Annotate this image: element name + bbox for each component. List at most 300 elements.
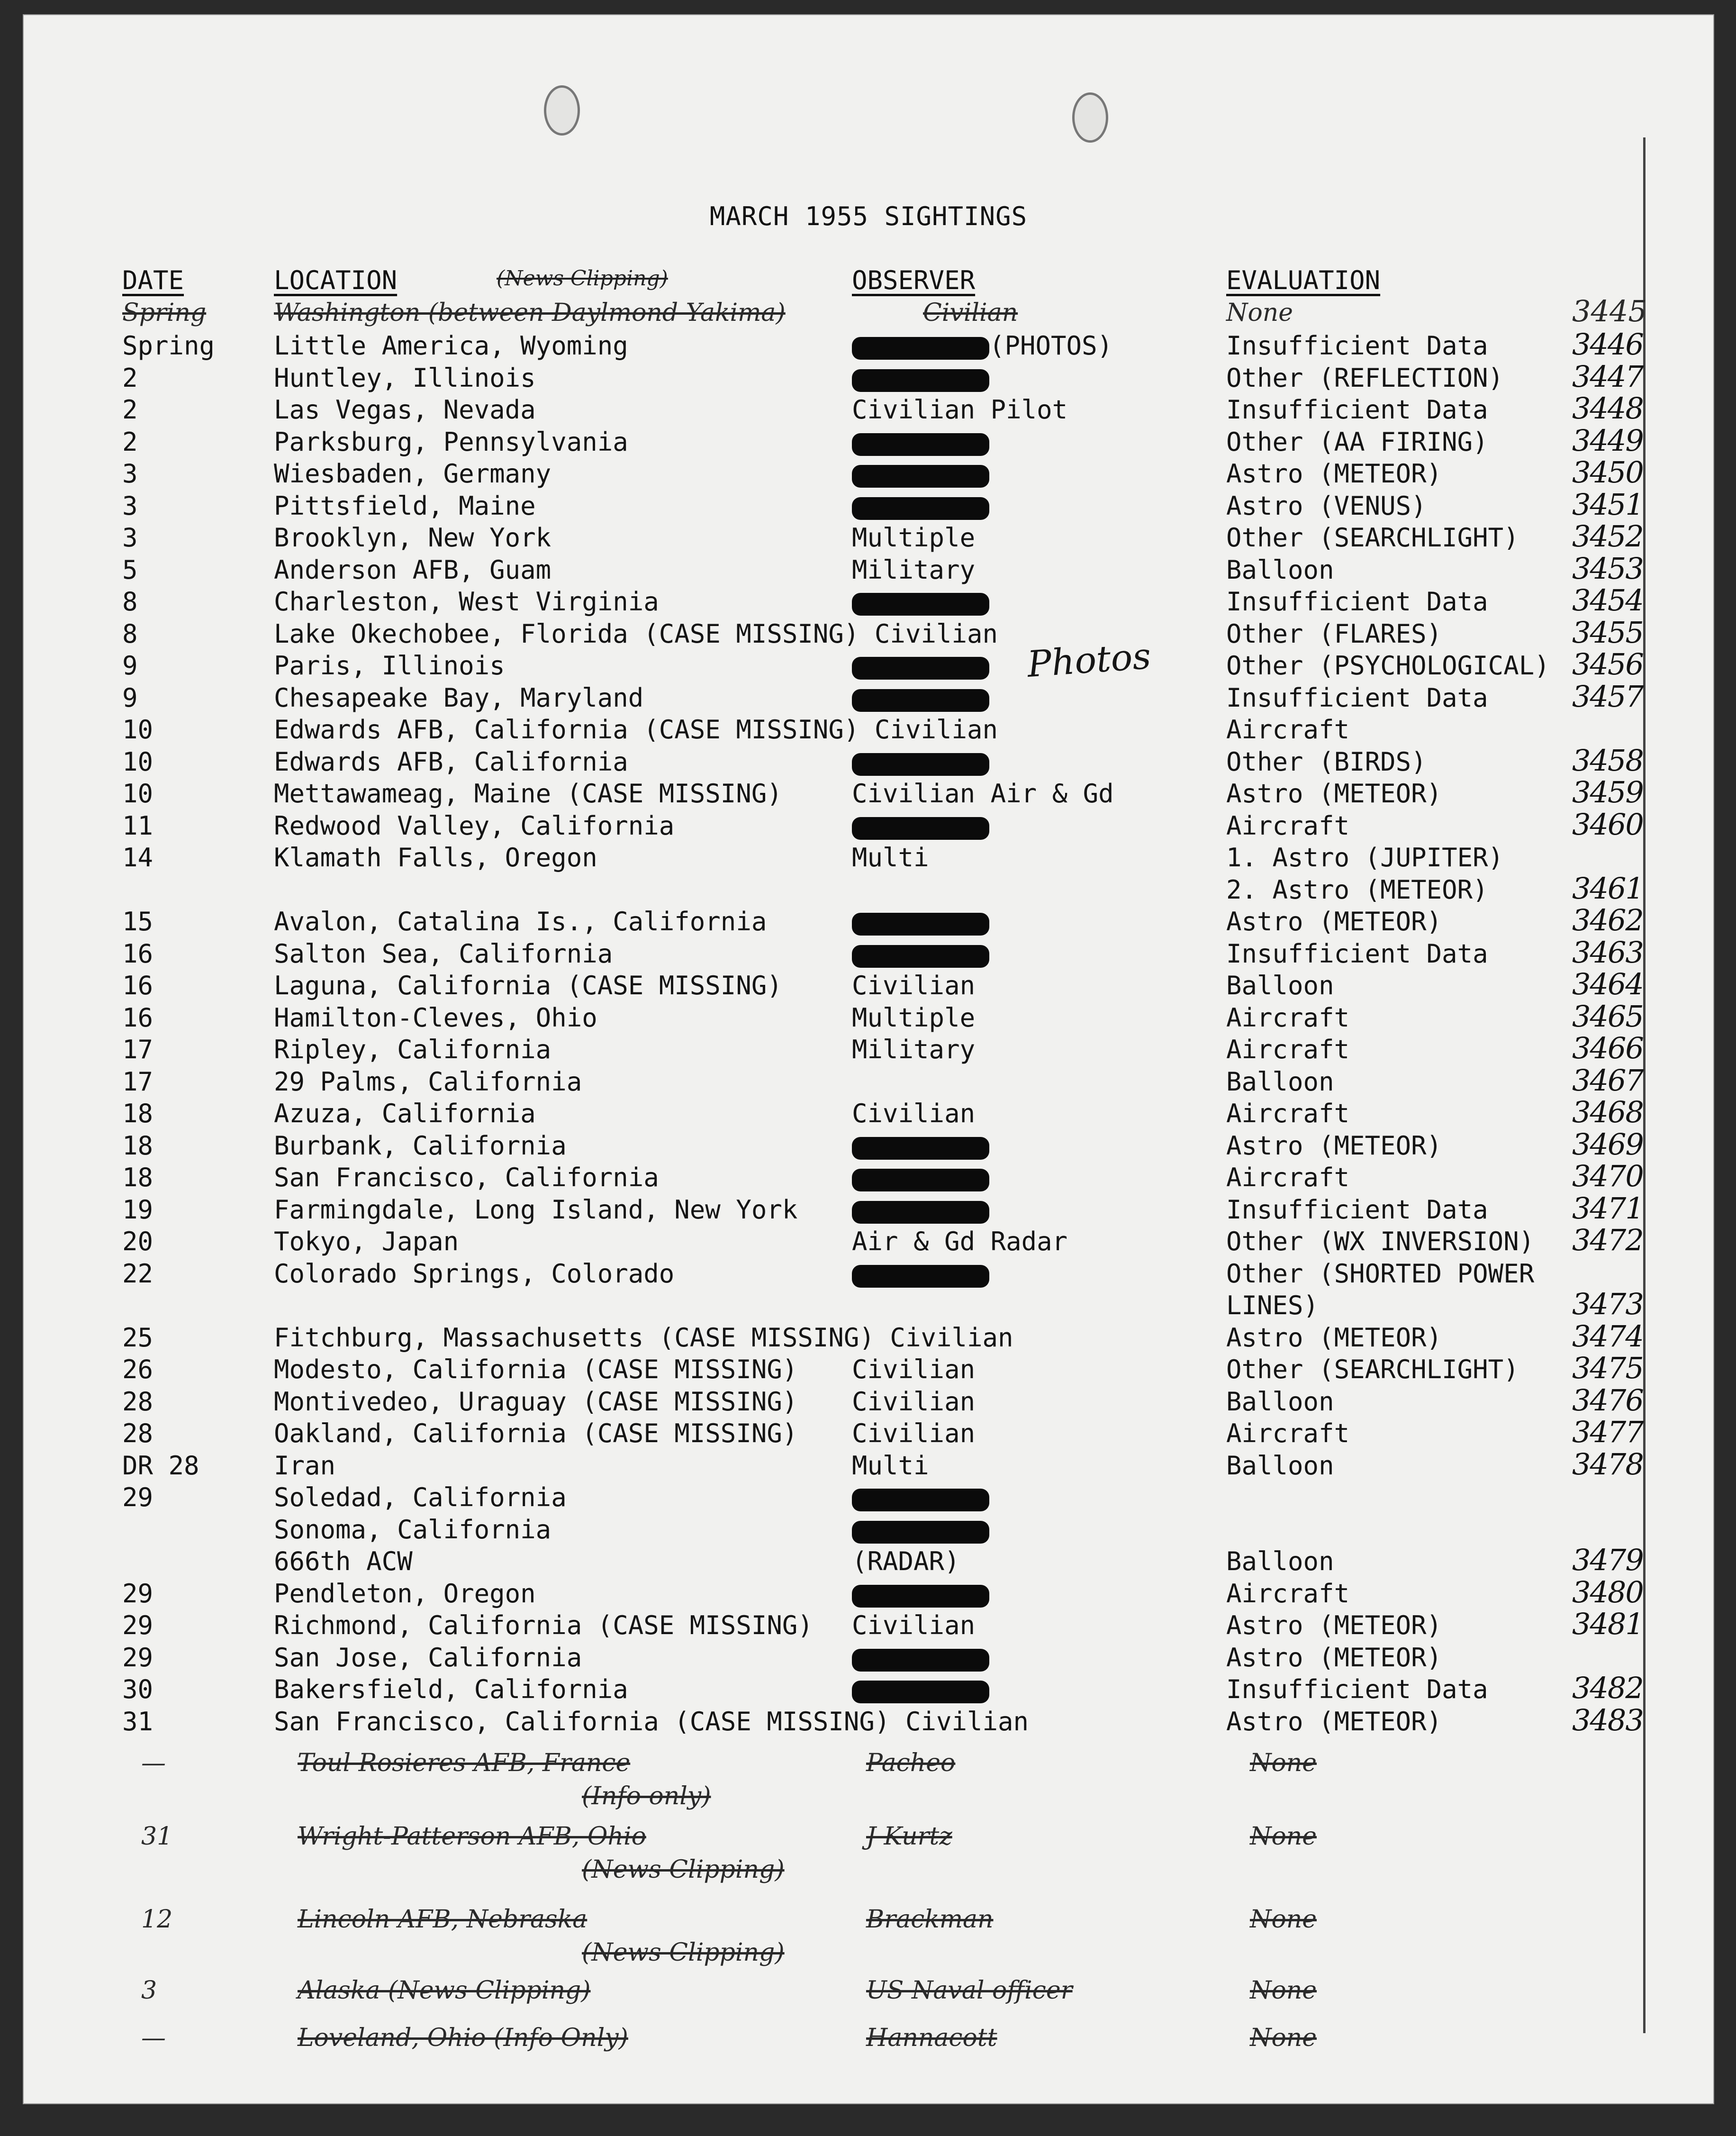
row-evaluation: Other (REFLECTION) (1226, 363, 1504, 393)
struck-evaluation: None (1250, 1905, 1317, 1934)
table-row (23, 391, 1714, 426)
row-evaluation: Balloon (1226, 971, 1334, 1000)
row-date: 28 (122, 1418, 154, 1448)
row-location: Anderson AFB, Guam (274, 554, 552, 585)
row-date: 5 (122, 554, 138, 585)
row-date: 20 (122, 1227, 154, 1256)
row-observer (852, 843, 929, 873)
table-row (23, 647, 1714, 682)
row-date: 10 (122, 746, 154, 777)
row-location: Salton Sea, California (274, 938, 613, 969)
row-evaluation: Aircraft (1226, 810, 1350, 841)
redaction-bar (852, 1681, 989, 1703)
case-number: 3458 (1572, 743, 1643, 778)
redaction-bar (852, 1169, 989, 1191)
row-observer (852, 395, 1067, 425)
case-number: 3464 (1572, 967, 1643, 1001)
redaction-bar (852, 913, 989, 936)
case-number: 3480 (1572, 1574, 1643, 1609)
header-observer: OBSERVER (852, 265, 976, 295)
row-observer-text: Civilian (852, 1386, 976, 1417)
case-number: 3447 (1572, 359, 1643, 394)
header-evaluation: EVALUATION (1226, 265, 1381, 295)
row-location: Farmingdale, Long Island, New York (274, 1194, 798, 1225)
row-date: 2 (122, 395, 138, 425)
table-row (23, 871, 1714, 906)
case-number: 3454 (1572, 583, 1643, 618)
row-location: San Francisco, California (CASE MISSING) Civilian (274, 1706, 1029, 1736)
row-observer (852, 427, 989, 457)
row-location: Pittsfield, Maine (274, 491, 536, 521)
row-location: Montivedeo, Uraguay (CASE MISSING) (274, 1386, 798, 1417)
row-observer (852, 779, 1114, 809)
case-number: 3457 (1572, 679, 1643, 714)
table-row (23, 1607, 1714, 1642)
row-date: 29 (122, 1578, 154, 1609)
row-date: 22 (122, 1258, 154, 1289)
document-page (23, 14, 1714, 2104)
handwritten-photos-note: Photos (1026, 635, 1152, 685)
row-evaluation: Astro (METEOR) (1226, 1610, 1442, 1640)
row-observer-text: Multiple (852, 523, 976, 553)
row-date: DR 28 (122, 1450, 199, 1481)
row-evaluation: LINES) (1226, 1291, 1319, 1320)
row-location: Edwards AFB, California (CASE MISSING) Civilian (274, 715, 998, 745)
case-number: 3473 (1572, 1287, 1643, 1321)
row-location: Avalon, Catalina Is., California (274, 907, 767, 936)
row-observer-text: Civilian (852, 1418, 976, 1448)
case-number: 3460 (1572, 807, 1643, 842)
row-date: 14 (122, 843, 154, 873)
case-number: 3478 (1572, 1446, 1643, 1482)
row-location: Little America, Wyoming (274, 331, 628, 361)
table-row (23, 1063, 1714, 1098)
row-observer-text: Civilian (852, 1610, 976, 1640)
row-date: 17 (122, 1066, 154, 1097)
struck-location: Washington (between Daylmond Yakima) (274, 299, 786, 327)
punch-hole (1072, 92, 1108, 143)
redaction-bar (852, 497, 989, 520)
redaction-bar (852, 1201, 989, 1224)
row-location: Las Vegas, Nevada (274, 395, 536, 425)
row-observer (852, 939, 989, 969)
table-row (23, 1702, 1714, 1738)
row-observer (852, 1451, 929, 1481)
row-evaluation: Other (WX INVERSION) (1226, 1227, 1535, 1256)
row-location: Modesto, California (CASE MISSING) (274, 1354, 798, 1384)
row-observer-text: Multiple (852, 1002, 976, 1033)
struck-date: — (141, 1749, 166, 1777)
row-location: Hamilton-Cleves, Ohio (274, 1002, 597, 1033)
table-row (23, 1095, 1714, 1130)
row-observer-text: (PHOTOS) (989, 331, 1113, 361)
redaction-bar (852, 369, 989, 392)
row-evaluation: Balloon (1226, 554, 1334, 585)
row-date: 3 (122, 491, 138, 521)
table-row (23, 1159, 1714, 1194)
table-row (23, 1382, 1714, 1418)
row-location: San Jose, California (274, 1642, 582, 1672)
row-evaluation: Astro (METEOR) (1226, 1706, 1442, 1736)
row-observer (852, 747, 989, 777)
row-evaluation: Balloon (1226, 1546, 1334, 1576)
row-observer (852, 459, 989, 489)
row-observer (852, 1674, 989, 1704)
row-evaluation: Other (PSYCHOLOGICAL) (1226, 651, 1550, 681)
row-location: San Francisco, California (274, 1163, 659, 1192)
case-number: 3453 (1572, 551, 1643, 586)
row-location: Paris, Illinois (274, 651, 505, 681)
table-row (23, 1127, 1714, 1162)
row-location: 666th ACW (274, 1546, 413, 1576)
row-location: Mettawameag, Maine (CASE MISSING) (274, 779, 782, 809)
row-observer-text: Civilian (852, 1099, 976, 1128)
table-row (23, 1671, 1714, 1706)
table-row (23, 455, 1714, 490)
row-evaluation: Insufficient Data (1226, 1674, 1488, 1704)
row-location: Soledad, California (274, 1482, 567, 1512)
case-number: 3476 (1572, 1382, 1643, 1418)
table-row (23, 1643, 1714, 1674)
table-row (23, 807, 1714, 842)
row-evaluation: Astro (METEOR) (1226, 1130, 1442, 1161)
row-date: 8 (122, 587, 138, 617)
row-date: 9 (122, 651, 138, 681)
struck-location: Alaska (News Clipping) (298, 1976, 591, 2005)
table-row (23, 359, 1714, 394)
row-location: Lake Okechobee, Florida (CASE MISSING) Civilian (274, 618, 998, 649)
struck-location-note: (News Clipping) (582, 1855, 785, 1884)
case-number: 3482 (1572, 1671, 1643, 1705)
redaction-bar (852, 1137, 989, 1160)
row-date: 26 (122, 1354, 154, 1384)
table-row (23, 1415, 1714, 1450)
row-location: Oakland, California (CASE MISSING) (274, 1418, 798, 1448)
row-location: 29 Palms, California (274, 1066, 582, 1097)
redaction-bar (852, 657, 989, 680)
row-observer (852, 587, 989, 617)
row-observer (852, 523, 975, 553)
table-row (23, 1351, 1714, 1386)
table-row (23, 423, 1714, 458)
case-number: 3469 (1572, 1127, 1643, 1162)
row-date: 31 (122, 1706, 154, 1736)
table-row (23, 583, 1714, 618)
row-evaluation: Aircraft (1226, 715, 1350, 745)
table-row (23, 679, 1714, 714)
row-observer (852, 491, 989, 521)
row-observer (852, 1579, 989, 1609)
case-number: 3479 (1572, 1543, 1643, 1577)
table-row (23, 935, 1714, 970)
row-evaluation: Balloon (1226, 1450, 1334, 1481)
row-date: 2 (122, 363, 138, 393)
case-number: 3451 (1572, 487, 1643, 522)
row-evaluation: Balloon (1226, 1066, 1334, 1097)
struck-date: — (141, 2024, 166, 2052)
row-location: Redwood Valley, California (274, 810, 675, 841)
row-evaluation: Insufficient Data (1226, 395, 1488, 425)
row-observer (852, 907, 989, 936)
row-evaluation: Astro (VENUS) (1226, 491, 1427, 521)
case-number: 3448 (1572, 391, 1643, 426)
row-observer-text: Military (852, 1035, 976, 1064)
row-observer (852, 1003, 975, 1033)
struck-location: Toul Rosieres AFB, France (298, 1749, 631, 1777)
case-number: 3461 (1572, 871, 1643, 906)
row-evaluation: Astro (METEOR) (1226, 1322, 1442, 1353)
row-observer (852, 971, 975, 1000)
case-number: 3474 (1572, 1318, 1643, 1354)
row-location: Brooklyn, New York (274, 523, 552, 553)
table-row (23, 1318, 1714, 1354)
row-evaluation: Aircraft (1226, 1163, 1350, 1192)
row-evaluation: Other (BIRDS) (1226, 746, 1427, 777)
row-location: Klamath Falls, Oregon (274, 843, 597, 873)
row-location: Richmond, California (CASE MISSING) (274, 1610, 813, 1640)
struck-date: 12 (141, 1905, 173, 1934)
row-observer (852, 1259, 989, 1289)
case-number: 3483 (1572, 1702, 1643, 1737)
case-number: 3467 (1572, 1063, 1643, 1098)
redaction-bar (852, 689, 989, 712)
row-location: Laguna, California (CASE MISSING) (274, 971, 782, 1000)
row-observer-text: Civilian Air & Gd (852, 779, 1114, 809)
row-location: Charleston, West Virginia (274, 587, 659, 617)
struck-location: Loveland, Ohio (Info Only) (298, 2024, 628, 2052)
header-date: DATE (122, 265, 184, 295)
row-date: 9 (122, 682, 138, 713)
table-row (23, 1515, 1714, 1546)
struck-location-note: (Info only) (582, 1782, 711, 1810)
redaction-bar (852, 465, 989, 488)
case-number: 3450 (1572, 455, 1643, 490)
row-evaluation: Insufficient Data (1226, 587, 1488, 617)
row-observer-text: (RADAR) (852, 1546, 960, 1576)
row-observer (852, 1195, 989, 1225)
row-evaluation: Astro (METEOR) (1226, 779, 1442, 809)
table-row (23, 1574, 1714, 1610)
table-row (23, 1259, 1714, 1290)
row-date: 18 (122, 1163, 154, 1192)
case-number: 3452 (1572, 519, 1643, 554)
row-location: Huntley, Illinois (274, 363, 536, 393)
row-observer-text: Air & Gd Radar (852, 1227, 1068, 1256)
struck-evaluation: None (1250, 1822, 1317, 1851)
row-observer (852, 1131, 989, 1161)
row-evaluation: Astro (METEOR) (1226, 459, 1442, 489)
case-number: 3449 (1572, 423, 1643, 458)
row-evaluation: Insufficient Data (1226, 682, 1488, 713)
table-row (23, 1031, 1714, 1066)
table-row (23, 551, 1714, 586)
row-evaluation: Other (FLARES) (1226, 618, 1442, 649)
row-evaluation: Other (SEARCHLIGHT) (1226, 523, 1519, 553)
row-observer (852, 1643, 989, 1672)
case-number: 3462 (1572, 903, 1643, 937)
row-date: 28 (122, 1386, 154, 1417)
row-date: 16 (122, 938, 154, 969)
row-observer (852, 1163, 989, 1192)
table-row (23, 1482, 1714, 1514)
row-evaluation: Aircraft (1226, 1099, 1350, 1128)
row-observer (852, 1418, 975, 1448)
row-evaluation: Balloon (1226, 1386, 1334, 1417)
case-number: 3459 (1572, 775, 1643, 809)
case-number: 3466 (1572, 1031, 1643, 1065)
row-date: 19 (122, 1194, 154, 1225)
header-struck-note: (News Clipping) (497, 266, 668, 291)
row-date: 29 (122, 1642, 154, 1672)
row-observer-text: Civilian (852, 971, 976, 1000)
case-number: 3475 (1572, 1351, 1643, 1385)
redaction-bar (852, 753, 989, 776)
case-number: 3455 (1572, 615, 1643, 650)
redaction-bar (852, 1521, 989, 1544)
struck-location-note: (News Clipping) (582, 1938, 785, 1967)
row-observer (852, 555, 975, 585)
row-location: Edwards AFB, California (274, 746, 628, 777)
row-evaluation: Aircraft (1226, 1578, 1350, 1609)
row-date: Spring (122, 331, 215, 361)
row-observer (852, 1227, 1067, 1256)
row-evaluation: Insufficient Data (1226, 938, 1488, 969)
case-number: 3471 (1572, 1191, 1643, 1226)
redaction-bar (852, 593, 989, 616)
row-location: Bakersfield, California (274, 1674, 628, 1704)
table-row (23, 999, 1714, 1034)
redaction-bar (852, 1649, 989, 1672)
case-number: 3463 (1572, 935, 1643, 970)
redaction-bar (852, 945, 989, 968)
row-date: 15 (122, 907, 154, 936)
case-number: 3468 (1572, 1095, 1643, 1129)
row-evaluation: 1. Astro (JUPITER) (1226, 843, 1504, 873)
struck-observer: Pacheo (866, 1749, 956, 1777)
table-row (23, 327, 1714, 362)
row-observer (852, 811, 989, 841)
row-observer-text: Civilian (852, 1354, 976, 1384)
row-evaluation: Insufficient Data (1226, 1194, 1488, 1225)
case-number: 3456 (1572, 647, 1643, 682)
row-observer (852, 683, 989, 713)
row-date: 16 (122, 971, 154, 1000)
struck-evaluation: None (1250, 1976, 1317, 2005)
row-date: 3 (122, 523, 138, 553)
row-date: 18 (122, 1099, 154, 1128)
redaction-bar (852, 1585, 989, 1608)
header-location: LOCATION (274, 265, 398, 295)
table-row (23, 715, 1714, 746)
row-date: 25 (122, 1322, 154, 1353)
row-location: Wiesbaden, Germany (274, 459, 552, 489)
struck-location: Wright-Patterson AFB, Ohio (298, 1822, 646, 1851)
struck-evaluation: None (1250, 2024, 1317, 2052)
row-evaluation: Aircraft (1226, 1035, 1350, 1064)
struck-evaluation: None (1250, 1749, 1317, 1777)
table-row (23, 1287, 1714, 1322)
table-row (23, 743, 1714, 778)
row-location: Sonoma, California (274, 1514, 552, 1545)
row-observer (852, 1387, 975, 1417)
row-observer-text: Civilian Pilot (852, 395, 1068, 425)
case-number: 3465 (1572, 999, 1643, 1034)
struck-observer: Hannacott (866, 2024, 997, 2052)
row-location: Chesapeake Bay, Maryland (274, 682, 644, 713)
row-evaluation: Aircraft (1226, 1002, 1350, 1033)
table-row (23, 487, 1714, 522)
page-title: MARCH 1955 SIGHTINGS (709, 201, 1028, 231)
row-observer-text: Multi (852, 1450, 929, 1481)
row-date: 10 (122, 779, 154, 809)
struck-observer: Brackman (866, 1905, 994, 1934)
row-observer (852, 1482, 989, 1512)
row-date: 10 (122, 715, 154, 745)
row-date: 17 (122, 1035, 154, 1064)
struck-date: 3 (141, 1976, 157, 2005)
row-location: Burbank, California (274, 1130, 567, 1161)
redaction-bar (852, 1265, 989, 1288)
row-observer-text: Multi (852, 843, 929, 873)
row-observer (852, 331, 1112, 361)
row-observer (852, 1099, 975, 1128)
table-row (23, 775, 1714, 810)
redaction-bar (852, 337, 989, 360)
row-observer (852, 1546, 960, 1576)
row-date: 3 (122, 459, 138, 489)
row-observer (852, 1610, 975, 1640)
table-row (23, 1543, 1714, 1578)
struck-date: Spring (122, 299, 207, 327)
struck-observer: Civilian (923, 299, 1018, 327)
case-number: 3470 (1572, 1159, 1643, 1193)
redaction-bar (852, 1489, 989, 1511)
row-location: Tokyo, Japan (274, 1227, 459, 1256)
struck-location: Lincoln AFB, Nebraska (298, 1905, 588, 1934)
row-location: Fitchburg, Massachusetts (CASE MISSING) Civilian (274, 1322, 1013, 1353)
row-evaluation: 2. Astro (METEOR) (1226, 874, 1488, 905)
row-date: 29 (122, 1482, 154, 1512)
redaction-bar (852, 817, 989, 840)
row-evaluation: Astro (METEOR) (1226, 1642, 1442, 1672)
row-date: 8 (122, 618, 138, 649)
row-observer (852, 1515, 989, 1545)
case-number: 3472 (1572, 1223, 1643, 1257)
table-row (23, 519, 1714, 554)
row-location: Parksburg, Pennsylvania (274, 427, 628, 457)
row-date: 11 (122, 810, 154, 841)
row-evaluation: Insufficient Data (1226, 331, 1488, 361)
row-date: 18 (122, 1130, 154, 1161)
struck-evaluation: None (1226, 299, 1293, 327)
row-evaluation: Astro (METEOR) (1226, 907, 1442, 936)
table-row (23, 967, 1714, 1002)
row-date: 16 (122, 1002, 154, 1033)
row-evaluation: Other (AA FIRING) (1226, 427, 1488, 457)
row-evaluation: Aircraft (1226, 1418, 1350, 1448)
redaction-bar (852, 433, 989, 456)
row-location: Colorado Springs, Colorado (274, 1258, 675, 1289)
row-observer (852, 1354, 975, 1384)
row-observer (852, 1035, 975, 1064)
row-observer (852, 651, 989, 681)
row-location: Iran (274, 1450, 336, 1481)
row-observer (852, 363, 989, 393)
row-location: Pendleton, Oregon (274, 1578, 536, 1609)
struck-observer: J Kurtz (866, 1822, 952, 1851)
punch-hole (544, 85, 580, 136)
case-number: 3477 (1572, 1415, 1643, 1449)
